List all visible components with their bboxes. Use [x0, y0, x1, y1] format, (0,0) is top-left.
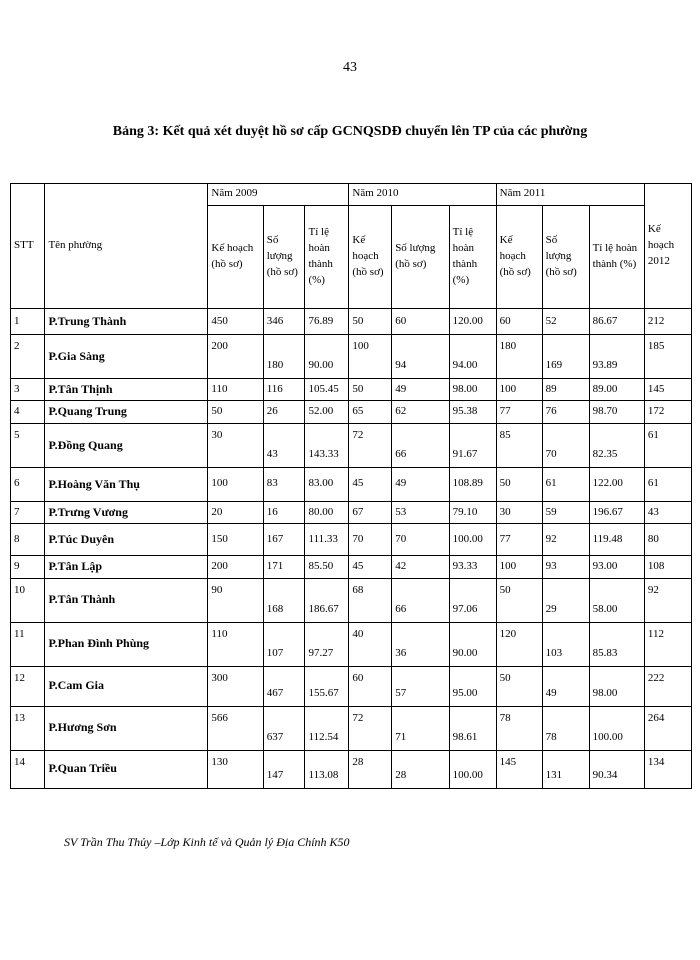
cell-name: P.Gia Sàng: [45, 335, 208, 379]
table-row: [11, 750, 692, 788]
cell-plan-2010: 100: [349, 335, 392, 379]
cell-rate-2009: 105.45: [305, 379, 349, 401]
cell-plan-2012: 172: [644, 401, 691, 423]
cell-name: P.Tân Thành: [45, 578, 208, 622]
cell-plan-2009: 20: [208, 501, 263, 523]
cell-plan-2012: 212: [644, 309, 691, 335]
cell-plan-2011: 85: [496, 423, 542, 467]
cell-rate-2009: 113.08: [305, 750, 349, 788]
cell-plan-2011: 30: [496, 501, 542, 523]
cell-count-2011: 103: [542, 622, 589, 666]
cell-stt: 10: [11, 578, 45, 622]
cell-plan-2009: 566: [208, 706, 263, 750]
cell-plan-2011: 50: [496, 467, 542, 501]
table-title: Bảng 3: Kết quả xét duyệt hồ sơ cấp GCNQSDĐ chuyển lên TP của các phường: [112, 124, 588, 139]
cell-name: P.Đồng Quang: [45, 423, 208, 467]
cell-rate-2009: 80.00: [305, 501, 349, 523]
cell-rate-2011: 119.48: [589, 524, 644, 556]
results-table: [10, 183, 692, 789]
cell-plan-2009: 90: [208, 578, 263, 622]
cell-rate-2011: 86.67: [589, 309, 644, 335]
cell-plan-2011: 50: [496, 666, 542, 706]
table-row: [11, 467, 692, 501]
table-row: [11, 524, 692, 556]
cell-rate-2009: 52.00: [305, 401, 349, 423]
cell-stt: 6: [11, 467, 45, 501]
cell-count-2009: 43: [263, 423, 305, 467]
cell-stt: 11: [11, 622, 45, 666]
table-row: [11, 501, 692, 523]
cell-stt: 13: [11, 706, 45, 750]
cell-plan-2010: 40: [349, 622, 392, 666]
cell-plan-2012: 134: [644, 750, 691, 788]
cell-plan-2010: 65: [349, 401, 392, 423]
cell-count-2010: 53: [392, 501, 449, 523]
cell-stt: 12: [11, 666, 45, 706]
cell-stt: 14: [11, 750, 45, 788]
cell-rate-2009: 112.54: [305, 706, 349, 750]
cell-plan-2011: 50: [496, 578, 542, 622]
header-2009-plan: Kế hoạch (hồ sơ): [208, 206, 263, 309]
cell-plan-2009: 110: [208, 622, 263, 666]
cell-count-2009: 168: [263, 578, 305, 622]
cell-count-2011: 92: [542, 524, 589, 556]
cell-plan-2012: 145: [644, 379, 691, 401]
cell-rate-2011: 98.70: [589, 401, 644, 423]
page-number: 43: [343, 60, 357, 75]
cell-plan-2009: 450: [208, 309, 263, 335]
cell-plan-2010: 68: [349, 578, 392, 622]
cell-plan-2011: 60: [496, 309, 542, 335]
cell-stt: 5: [11, 423, 45, 467]
cell-count-2010: 60: [392, 309, 449, 335]
cell-rate-2010: 90.00: [449, 622, 496, 666]
cell-plan-2012: 185: [644, 335, 691, 379]
cell-stt: 9: [11, 556, 45, 578]
cell-rate-2011: 100.00: [589, 706, 644, 750]
cell-count-2009: 16: [263, 501, 305, 523]
cell-name: P.Trưng Vương: [45, 501, 208, 523]
cell-count-2011: 93: [542, 556, 589, 578]
cell-rate-2011: 93.89: [589, 335, 644, 379]
cell-count-2009: 171: [263, 556, 305, 578]
cell-stt: 4: [11, 401, 45, 423]
cell-plan-2010: 45: [349, 556, 392, 578]
cell-plan-2009: 200: [208, 335, 263, 379]
cell-plan-2010: 67: [349, 501, 392, 523]
cell-plan-2012: 43: [644, 501, 691, 523]
header-year-2011: Năm 2011: [496, 184, 644, 206]
cell-rate-2011: 58.00: [589, 578, 644, 622]
table-row: [11, 556, 692, 578]
cell-name: P.Tân Lập: [45, 556, 208, 578]
cell-count-2011: 59: [542, 501, 589, 523]
cell-rate-2011: 90.34: [589, 750, 644, 788]
cell-count-2009: 467: [263, 666, 305, 706]
cell-plan-2012: 92: [644, 578, 691, 622]
cell-count-2011: 76: [542, 401, 589, 423]
cell-plan-2009: 110: [208, 379, 263, 401]
cell-count-2010: 28: [392, 750, 449, 788]
cell-plan-2010: 72: [349, 706, 392, 750]
cell-name: P.Quan Triều: [45, 750, 208, 788]
cell-plan-2012: 112: [644, 622, 691, 666]
cell-count-2010: 49: [392, 467, 449, 501]
header-2009-count: Số lượng (hồ sơ): [263, 206, 305, 309]
table-row: [11, 622, 692, 666]
cell-plan-2010: 72: [349, 423, 392, 467]
cell-rate-2009: 90.00: [305, 335, 349, 379]
cell-name: P.Tân Thịnh: [45, 379, 208, 401]
cell-rate-2010: 79.10: [449, 501, 496, 523]
cell-count-2010: 57: [392, 666, 449, 706]
header-2011-rate: Tỉ lệ hoàn thành (%): [589, 206, 644, 309]
cell-plan-2011: 78: [496, 706, 542, 750]
table-row: [11, 578, 692, 622]
cell-name: P.Hương Sơn: [45, 706, 208, 750]
table-row: [11, 423, 692, 467]
table-row: [11, 379, 692, 401]
table-row: [11, 401, 692, 423]
footer-author: SV Trần Thu Thủy –Lớp Kinh tế và Quản lý Địa Chính K50: [64, 835, 350, 849]
cell-count-2010: 71: [392, 706, 449, 750]
table-row: [11, 335, 692, 379]
cell-name: P.Trung Thành: [45, 309, 208, 335]
cell-count-2009: 180: [263, 335, 305, 379]
cell-count-2010: 62: [392, 401, 449, 423]
cell-rate-2010: 100.00: [449, 750, 496, 788]
cell-name: P.Quang Trung: [45, 401, 208, 423]
cell-rate-2010: 95.38: [449, 401, 496, 423]
cell-stt: 8: [11, 524, 45, 556]
cell-rate-2011: 93.00: [589, 556, 644, 578]
cell-rate-2009: 111.33: [305, 524, 349, 556]
cell-count-2010: 94: [392, 335, 449, 379]
cell-plan-2009: 50: [208, 401, 263, 423]
cell-plan-2012: 61: [644, 467, 691, 501]
cell-rate-2009: 97.27: [305, 622, 349, 666]
cell-rate-2010: 98.00: [449, 379, 496, 401]
cell-plan-2010: 70: [349, 524, 392, 556]
cell-name: P.Phan Đình Phùng: [45, 622, 208, 666]
cell-count-2011: 52: [542, 309, 589, 335]
cell-plan-2012: 80: [644, 524, 691, 556]
cell-count-2011: 29: [542, 578, 589, 622]
cell-plan-2009: 150: [208, 524, 263, 556]
cell-rate-2011: 122.00: [589, 467, 644, 501]
cell-rate-2009: 76.89: [305, 309, 349, 335]
cell-rate-2011: 82.35: [589, 423, 644, 467]
table-row: [11, 706, 692, 750]
cell-count-2009: 167: [263, 524, 305, 556]
cell-stt: 7: [11, 501, 45, 523]
cell-rate-2010: 94.00: [449, 335, 496, 379]
cell-name: P.Túc Duyên: [45, 524, 208, 556]
cell-count-2010: 66: [392, 423, 449, 467]
cell-count-2009: 116: [263, 379, 305, 401]
cell-count-2010: 66: [392, 578, 449, 622]
cell-plan-2012: 61: [644, 423, 691, 467]
cell-plan-2009: 130: [208, 750, 263, 788]
cell-count-2011: 49: [542, 666, 589, 706]
cell-plan-2011: 120: [496, 622, 542, 666]
cell-rate-2009: 155.67: [305, 666, 349, 706]
cell-rate-2011: 85.83: [589, 622, 644, 666]
cell-plan-2010: 50: [349, 309, 392, 335]
cell-rate-2010: 120.00: [449, 309, 496, 335]
cell-rate-2009: 85.50: [305, 556, 349, 578]
cell-plan-2012: 108: [644, 556, 691, 578]
cell-count-2011: 169: [542, 335, 589, 379]
cell-count-2010: 42: [392, 556, 449, 578]
cell-plan-2009: 300: [208, 666, 263, 706]
cell-rate-2010: 100.00: [449, 524, 496, 556]
cell-rate-2011: 98.00: [589, 666, 644, 706]
cell-plan-2011: 77: [496, 524, 542, 556]
cell-rate-2010: 97.06: [449, 578, 496, 622]
cell-stt: 3: [11, 379, 45, 401]
cell-rate-2010: 95.00: [449, 666, 496, 706]
header-2011-count: Số lượng (hồ sơ): [542, 206, 589, 309]
header-2010-count: Số lượng (hồ sơ): [392, 206, 449, 309]
cell-count-2009: 107: [263, 622, 305, 666]
header-2011-plan: Kế hoạch (hồ sơ): [496, 206, 542, 309]
cell-rate-2009: 83.00: [305, 467, 349, 501]
cell-plan-2011: 77: [496, 401, 542, 423]
header-year-2010: Năm 2010: [349, 184, 496, 206]
header-year-2009: Năm 2009: [208, 184, 349, 206]
cell-plan-2011: 100: [496, 379, 542, 401]
table-body: [11, 309, 692, 789]
cell-plan-2011: 100: [496, 556, 542, 578]
header-plan-2012: Kế hoạch 2012: [644, 184, 691, 309]
table-row: [11, 666, 692, 706]
cell-rate-2010: 108.89: [449, 467, 496, 501]
cell-plan-2009: 30: [208, 423, 263, 467]
cell-rate-2010: 91.67: [449, 423, 496, 467]
cell-stt: 1: [11, 309, 45, 335]
cell-rate-2011: 89.00: [589, 379, 644, 401]
cell-count-2010: 36: [392, 622, 449, 666]
header-2010-plan: Kế hoạch (hồ sơ): [349, 206, 392, 309]
cell-plan-2009: 100: [208, 467, 263, 501]
header-2009-rate: Tỉ lệ hoàn thành (%): [305, 206, 349, 309]
cell-name: P.Hoàng Văn Thụ: [45, 467, 208, 501]
cell-plan-2010: 28: [349, 750, 392, 788]
cell-rate-2010: 93.33: [449, 556, 496, 578]
cell-count-2009: 346: [263, 309, 305, 335]
cell-rate-2009: 186.67: [305, 578, 349, 622]
cell-count-2009: 26: [263, 401, 305, 423]
cell-count-2010: 70: [392, 524, 449, 556]
header-name: Tên phường: [45, 184, 208, 309]
cell-plan-2011: 180: [496, 335, 542, 379]
header-stt: STT: [11, 184, 45, 309]
cell-count-2009: 637: [263, 706, 305, 750]
cell-plan-2011: 145: [496, 750, 542, 788]
cell-name: P.Cam Gia: [45, 666, 208, 706]
cell-count-2010: 49: [392, 379, 449, 401]
cell-stt: 2: [11, 335, 45, 379]
cell-count-2011: 78: [542, 706, 589, 750]
cell-plan-2010: 50: [349, 379, 392, 401]
cell-plan-2012: 222: [644, 666, 691, 706]
cell-count-2011: 89: [542, 379, 589, 401]
cell-count-2011: 131: [542, 750, 589, 788]
cell-count-2009: 147: [263, 750, 305, 788]
year-header-row: [11, 184, 692, 206]
header-2010-rate: Tỉ lệ hoàn thành (%): [449, 206, 496, 309]
cell-plan-2010: 60: [349, 666, 392, 706]
cell-plan-2010: 45: [349, 467, 392, 501]
cell-count-2011: 70: [542, 423, 589, 467]
table-row: [11, 309, 692, 335]
cell-rate-2009: 143.33: [305, 423, 349, 467]
cell-rate-2010: 98.61: [449, 706, 496, 750]
cell-count-2011: 61: [542, 467, 589, 501]
cell-count-2009: 83: [263, 467, 305, 501]
cell-rate-2011: 196.67: [589, 501, 644, 523]
cell-plan-2012: 264: [644, 706, 691, 750]
cell-plan-2009: 200: [208, 556, 263, 578]
